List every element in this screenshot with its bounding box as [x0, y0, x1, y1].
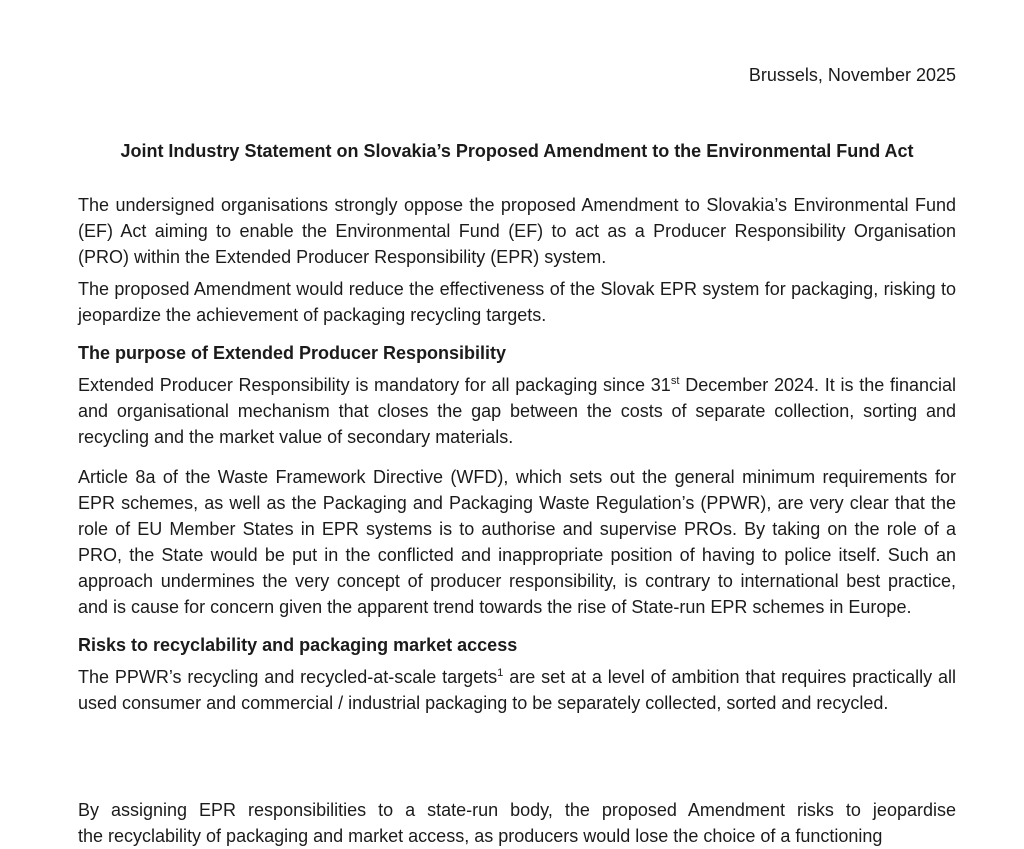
section1-paragraph-1-text: Extended Producer Responsibility is mandatory for all packaging since 31: [78, 375, 671, 395]
section2-paragraph-2-clipped-line: the recyclability of packaging and market access, as producers would lose the choice of a functioning: [78, 826, 883, 846]
section-heading-risks: Risks to recyclability and packaging market access: [78, 635, 518, 655]
section1-paragraph-1: [78, 372, 956, 450]
section2-paragraph-2-line1: By assigning EPR responsibilities to a state-run body, the proposed Amendment risks to jeopardise: [78, 800, 956, 820]
date-line: Brussels, November 2025: [748, 65, 956, 85]
intro-paragraph-1: The undersigned organisations strongly oppose the proposed Amendment to Slovakia’s Environmental Fund (EF) Act aiming to enable the Environmental Fund (EF) to act as a Producer Responsibility Organisation (PRO) within the Extended Producer Responsibility (EPR) system.: [78, 195, 956, 267]
section2-paragraph-2: [78, 797, 956, 849]
intro-paragraph-2: The proposed Amendment would reduce the effectiveness of the Slovak EPR system for packaging, risking to jeopardize the achievement of packaging recycling targets.: [78, 279, 956, 325]
section2-paragraph-1-text-continued: are set at a level of ambition that requires practically all used consumer and commercial / industrial packaging to be separately collected, sorted and recycled.: [78, 667, 957, 713]
ordinal-superscript: st: [670, 375, 680, 387]
footnote-reference-1: 1: [497, 667, 504, 679]
section2-paragraph-1-text: The PPWR’s recycling and recycled-at-scale targets: [78, 667, 498, 687]
document-title: Joint Industry Statement on Slovakia’s Proposed Amendment to the Environmental Fund Act: [120, 141, 914, 161]
section1-paragraph-2: Article 8a of the Waste Framework Directive (WFD), which sets out the general minimum requirements for EPR schemes, as well as the Packaging and Packaging Waste Regulation’s (PPWR), are very clear that the role of EU Member States in EPR systems is to authorise and supervise PROs. By taking on the role of a PRO, the State would be put in the conflicted and inappropriate position of having to police itself. Such an approach undermines the very concept of producer responsibility, is contrary to international best practice, and is cause for concern given the apparent trend towards the rise of State-run EPR schemes in Europe.: [78, 467, 956, 617]
section1-paragraph-1-text-continued: December 2024. It is the financial and organisational mechanism that closes the gap between the costs of separate collection, sorting and recycling and the market value of secondary materials.: [78, 375, 956, 447]
section2-paragraph-1: [78, 664, 956, 716]
section-heading-purpose-of-epr: The purpose of Extended Producer Responsibility: [78, 343, 507, 363]
